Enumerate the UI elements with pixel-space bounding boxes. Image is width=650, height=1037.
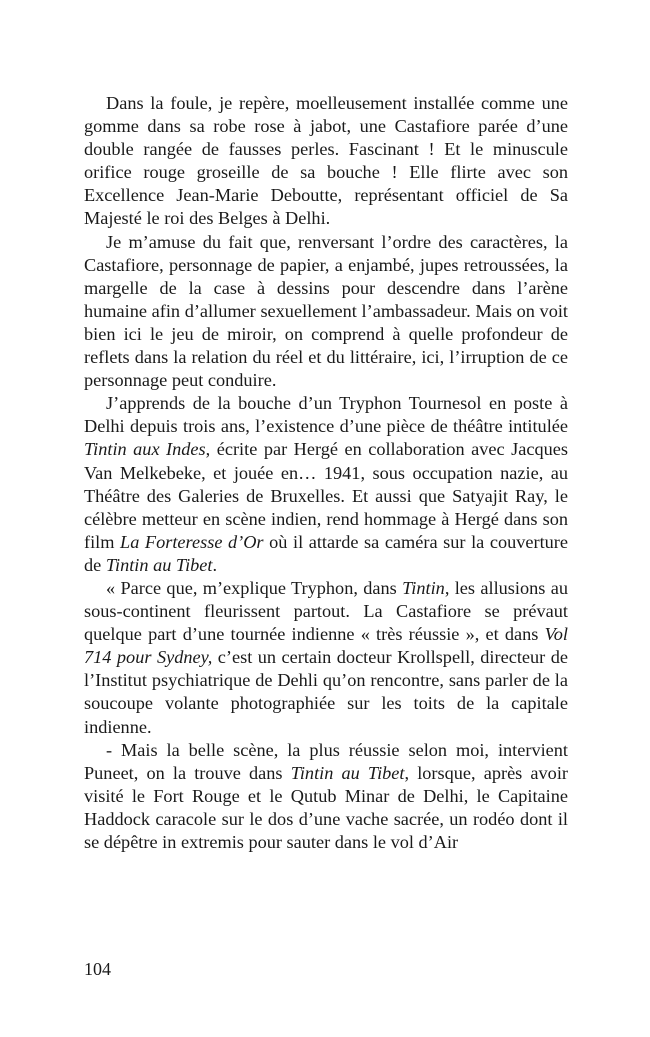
paragraph-4 — [84, 577, 568, 739]
paragraph-5-text: , lorsque, après avoir visité le Fort Rouge et le Qutub Minar de Delhi, le Capitaine Haddock caracole sur le dos d’une vache sacrée, un rodéo dont il se dépêtre in extremis pour sauter dans le vol d’Air — [84, 762, 568, 852]
paragraph-1-text: Dans la foule, je repère, moelleusement installée comme une gomme dans sa robe rose à jabot, une Castafiore parée d’une double rangée de fausses perles. Fascinant ! Et le minuscule orifice rouge groseille de sa bouche ! Elle flirte avec son Excellence Jean-Marie Deboutte, représentant officiel de Sa Majesté le roi des Belges à Delhi. — [84, 93, 568, 229]
paragraph-4-text: c’est un certain docteur Krollspell, directeur de l’Institut psychiatrique de Dehli qu’on rencontre, sans parler de la soucoupe volante photographiée sur les toits de la capitale indienne. — [84, 647, 568, 737]
paragraph-5 — [84, 739, 568, 854]
paragraph-4-text: « Parce que, m’explique Tryphon, dans — [106, 577, 403, 598]
title-la-forteresse-dor: La Forteresse d’Or — [120, 531, 264, 552]
paragraph-4-text: , les allusions au sous-continent fleurissent partout. La Castafiore se prévaut quelque part d’une tournée indienne « très réussie », et dans — [84, 577, 568, 645]
paragraph-3-text: où il attarde sa caméra sur la couverture de — [84, 531, 568, 575]
page-number: 104 — [84, 959, 111, 979]
title-tintin-aux-indes: Tintin aux Indes — [84, 439, 206, 460]
paragraph-2-text: Je m’amuse du fait que, renversant l’ordre des caractères, la Castafiore, personnage de papier, a enjambé, jupes retroussées, la margelle de la case à dessins pour descendre dans l’arène humaine afin d’allumer sexuellement l’ambassadeur. Mais on voit bien ici le jeu de miroir, on comprend à quelle profondeur de reflets dans la relation du réel et du littéraire, ici, l’irruption de ce personnage peut conduire. — [84, 231, 568, 391]
paragraph-1 — [84, 92, 568, 231]
body-text — [84, 92, 568, 854]
paragraph-2 — [84, 231, 568, 393]
paragraph-5-text: - Mais la belle scène, la plus réussie selon moi, intervient Puneet, on la trouve dans — [84, 739, 568, 783]
title-tintin: Tintin — [402, 577, 445, 598]
paragraph-3-text: . — [212, 554, 218, 575]
paragraph-3 — [84, 392, 568, 577]
paragraph-3-text: , écrite par Hergé en collaboration avec Jacques Van Melkebeke, et jouée en… 1941, sous occupation nazie, au Théâtre des Galeries de Bruxelles. Et aussi que Satyajit Ray, le célèbre metteur en scène indien, rend hommage à Hergé dans son film — [84, 439, 568, 552]
title-vol-714-pour-sydney: Vol 714 pour Sydney, — [84, 624, 568, 668]
title-tintin-au-tibet: Tintin au Tibet — [105, 554, 213, 575]
paragraph-3-text: J’apprends de la bouche d’un Tryphon Tournesol en poste à Delhi depuis trois ans, l’existence d’une pièce de théâtre intitulée — [84, 393, 568, 437]
title-tintin-au-tibet: Tintin au Tibet — [290, 762, 405, 783]
